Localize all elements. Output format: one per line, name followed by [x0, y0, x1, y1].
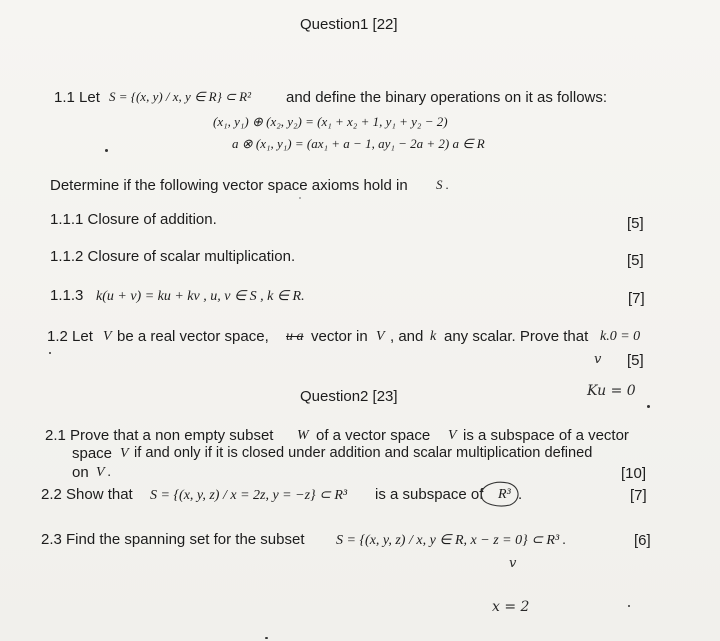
- q2-1-W: W: [297, 428, 309, 443]
- determine-set-symbol: S .: [436, 177, 449, 192]
- q1-2-u-vector: u a: [286, 329, 304, 344]
- q2-1-line1-a: 2.1 Prove that a non empty subset: [45, 427, 274, 444]
- q2-1-line2-b: if and only if it is closed under addition and scalar multiplication defined: [134, 445, 593, 461]
- q1-2-equation: k.0 = 0: [600, 329, 641, 344]
- q1-1-set-definition: S = {(x, y) / x, y ∈ R} ⊂ R²: [109, 89, 252, 104]
- q2-1-marks: [10]: [621, 465, 647, 482]
- speck-6: [299, 197, 301, 199]
- q1-1-addition-operation: (x₁, y₁) ⊕ (x₂, y₂) = (x₁ + x₂ + 1, y₁ + y₂ − 2): [213, 114, 448, 129]
- q1-2-lead: 1.2 Let: [47, 328, 93, 345]
- q2-3-set: S = {(x, y, z) / x, y ∈ R, x − z = 0} ⊂ R³ .: [336, 533, 567, 548]
- question1-title: Question1 [22]: [300, 16, 398, 33]
- q2-2-end: .: [518, 486, 523, 503]
- q1-2-k: k: [430, 329, 437, 344]
- q2-3-marks: [6]: [634, 532, 651, 549]
- item-1-1-3-marks: [7]: [628, 290, 645, 307]
- q2-1-V-2: V: [120, 446, 129, 461]
- q2-1-line1-c: is a subspace of a vector: [463, 427, 629, 444]
- handwritten-ku-equation: Ku = 0: [587, 383, 636, 399]
- handwritten-check-2: v: [509, 556, 517, 571]
- item-1-1-1-marks: [5]: [627, 215, 644, 232]
- q1-2-text-1: be a real vector space,: [117, 328, 269, 345]
- q2-1-line1-b: of a vector space: [316, 427, 431, 444]
- handwritten-circle: [474, 478, 526, 508]
- speck-5: [628, 605, 630, 607]
- speck-4: [265, 637, 268, 639]
- q2-2-lead: 2.2 Show that: [41, 486, 133, 503]
- question2-title: Question2 [23]: [300, 388, 398, 405]
- q1-1-lead: 1.1 Let: [54, 89, 100, 106]
- item-1-1-1-label: 1.1.1 Closure of addition.: [50, 211, 217, 228]
- q1-2-text-2: vector in: [311, 328, 368, 345]
- q2-1-V-3: V .: [96, 465, 112, 480]
- q2-2-set: S = {(x, y, z) / x = 2z, y = −z} ⊂ R³: [150, 488, 348, 503]
- q2-2-marks: [7]: [630, 487, 647, 504]
- item-1-1-2-label: 1.1.2 Closure of scalar multiplication.: [50, 248, 296, 265]
- handwritten-x-equation: x = 2: [492, 599, 530, 615]
- handwritten-check-1: v: [594, 352, 602, 367]
- item-1-1-3-formula: k(u + v) = ku + kv , u, v ∈ S , k ∈ R.: [96, 289, 305, 304]
- determine-instruction: Determine if the following vector space axioms hold in: [50, 177, 408, 194]
- speck-3: [647, 405, 650, 408]
- q1-2-V-2: V: [376, 329, 385, 344]
- q2-1-V: V: [448, 428, 457, 443]
- q2-3-lead: 2.3 Find the spanning set for the subset: [41, 531, 305, 548]
- item-1-1-3-label: 1.1.3: [50, 287, 84, 304]
- q1-2-text-4: any scalar. Prove that: [444, 328, 589, 345]
- speck-1: [105, 149, 108, 152]
- q2-2-mid: is a subspace of: [375, 486, 484, 503]
- q1-2-V: V: [103, 329, 112, 344]
- q2-1-line2-a: space: [72, 445, 113, 462]
- q1-1-trailing-text: and define the binary operations on it as follows:: [286, 89, 608, 106]
- q1-1-scalar-operation: a ⊗ (x₁, y₁) = (ax₁ + a − 1, ay₁ − 2a + 2) a ∈ R: [232, 136, 485, 151]
- q1-2-text-3: , and: [390, 328, 424, 345]
- q2-2-R3: R³: [498, 487, 511, 502]
- item-1-1-2-marks: [5]: [627, 252, 644, 269]
- speck-2: [49, 352, 51, 354]
- q1-2-marks: [5]: [627, 352, 644, 369]
- q2-1-line3-a: on: [72, 464, 89, 481]
